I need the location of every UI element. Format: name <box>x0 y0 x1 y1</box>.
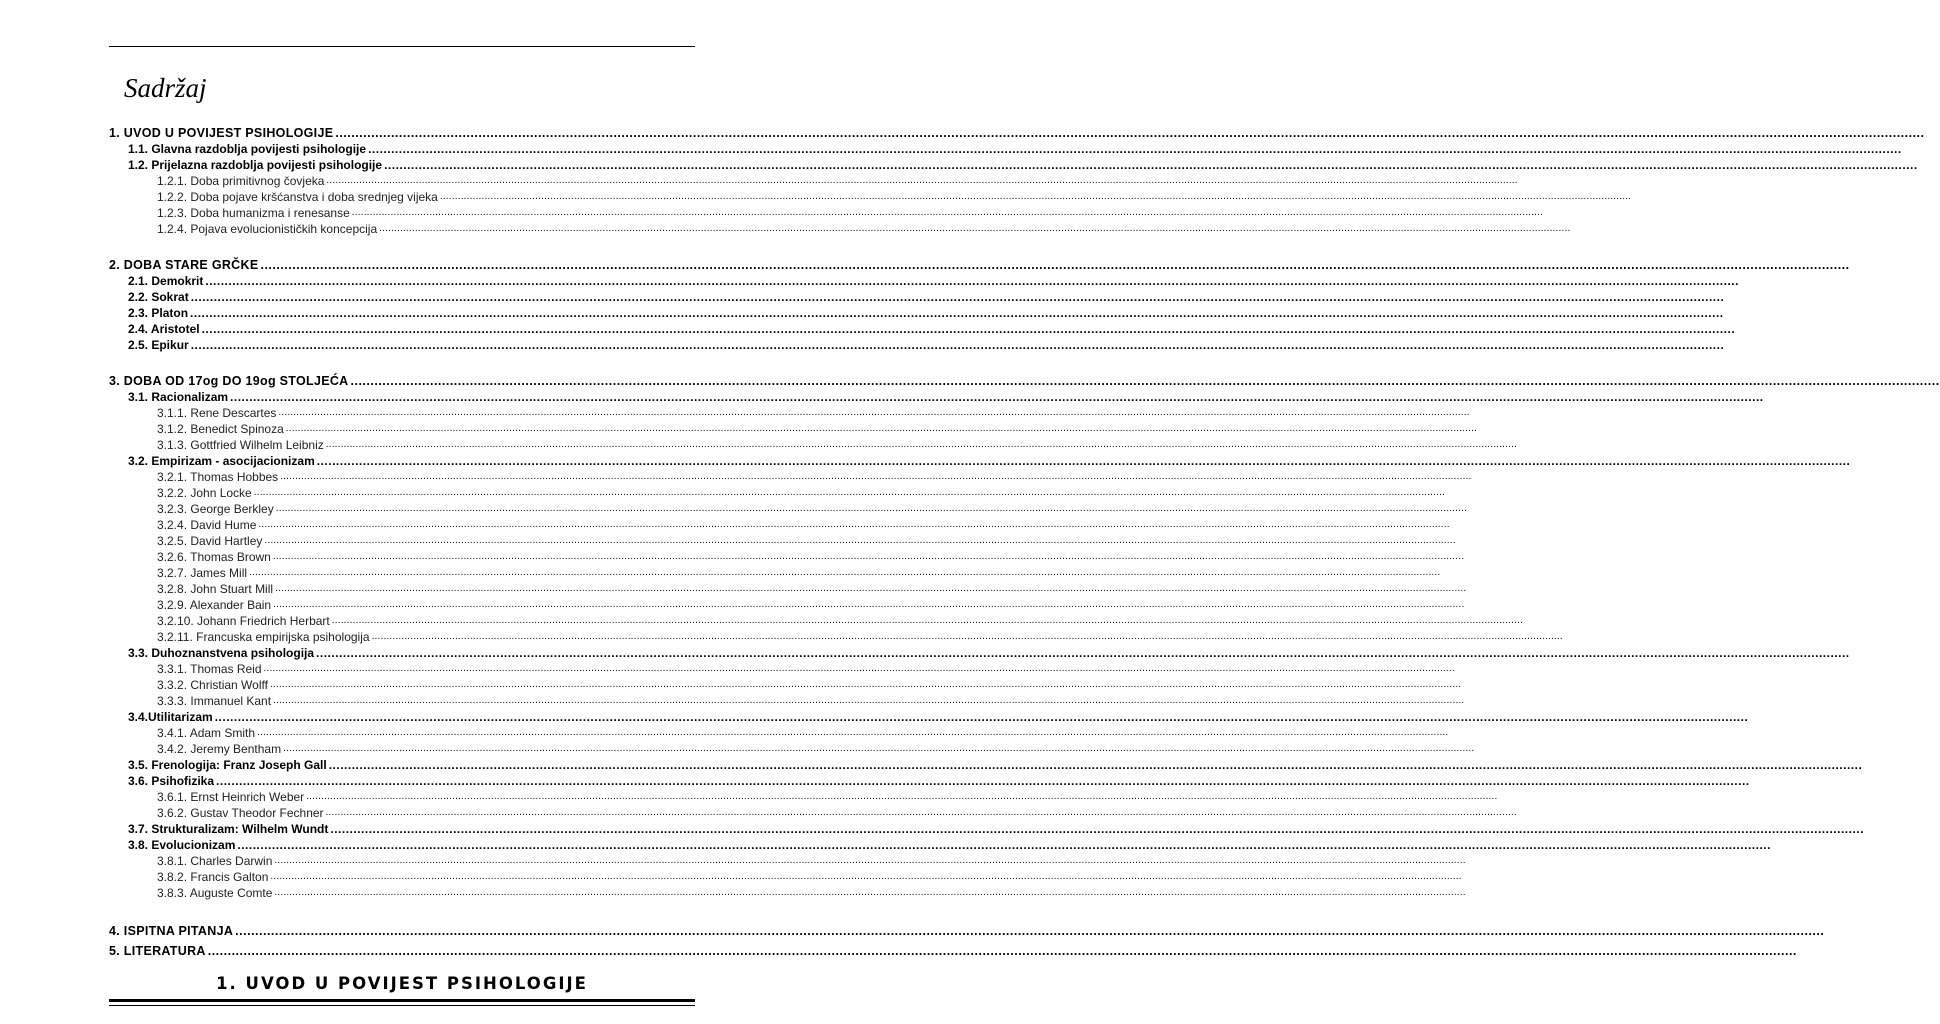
dot-leader: ................................................................................................................................................................................................................................................................................................................................................................................................................ <box>278 407 1470 418</box>
dot-leader: ................................................................................................................................................................................................................................................................................................................................................................................................................ <box>379 223 1571 234</box>
toc-entry-label: 3.7. Strukturalizam: Wilhelm Wundt <box>128 822 329 836</box>
toc-entry-label: 2.5. Epikur <box>128 338 189 352</box>
dot-leader: ................................................................................................................................................................................................................................................................................................................................................................................................................ <box>249 567 1441 578</box>
dot-leader: ................................................................................................................................................................................................................................................................................................................................................................................................................ <box>257 727 1449 738</box>
toc-entry-label: 5. LITERATURA <box>109 944 206 958</box>
toc-subsection-entry[interactable] <box>157 205 1544 221</box>
toc-section-entry[interactable] <box>128 141 1902 157</box>
toc-subsection-entry[interactable] <box>157 501 1468 517</box>
dot-leader: ................................................................................................................................................................................................................................................................................................................................................................................................................ <box>325 807 1517 818</box>
toc-subsection-entry[interactable] <box>157 581 1467 597</box>
toc-entry-label: 3.2.2. John Locke <box>157 486 252 500</box>
toc-section-entry[interactable] <box>128 757 1863 773</box>
toc-chapter-entry[interactable] <box>109 923 1825 939</box>
toc-subsection-entry[interactable] <box>157 549 1465 565</box>
toc-section-entry[interactable] <box>128 453 1851 469</box>
toc-entry-label: 3.6.2. Gustav Theodor Fechner <box>157 806 324 820</box>
bottom-rule-thick <box>109 999 695 1002</box>
toc-subsection-entry[interactable] <box>157 221 1571 237</box>
dot-leader: ................................................................................................................................................................................................................................................................................................................................................................................................................ <box>230 390 1764 404</box>
dot-leader: ................................................................................................................................................................................................................................................................................................................................................................................................................ <box>316 646 1850 660</box>
toc-entry-label: 1.2.4. Pojava evolucionističkih koncepcija <box>157 222 378 236</box>
chapter-heading: 1. UVOD U POVIJEST PSIHOLOGIJE <box>216 974 588 993</box>
toc-subsection-entry[interactable] <box>157 485 1446 501</box>
dot-leader: ................................................................................................................................................................................................................................................................................................................................................................................................................ <box>335 126 1925 140</box>
toc-subsection-entry[interactable] <box>157 789 1498 805</box>
toc-subsection-entry[interactable] <box>157 725 1449 741</box>
toc-entry-label: 1.1. Glavna razdoblja povijesti psihologije <box>128 142 367 156</box>
dot-leader: ................................................................................................................................................................................................................................................................................................................................................................................................................ <box>326 175 1518 186</box>
toc-entry-label: 3.4.Utilitarizam <box>128 710 213 724</box>
dot-leader: ................................................................................................................................................................................................................................................................................................................................................................................................................ <box>264 535 1456 546</box>
toc-entry-label: 3.3.2. Christian Wolff <box>157 678 268 692</box>
dot-leader: ................................................................................................................................................................................................................................................................................................................................................................................................................ <box>205 274 1739 288</box>
toc-entry-label: 2.3. Platon <box>128 306 189 320</box>
toc-subsection-entry[interactable] <box>157 805 1517 821</box>
toc-entry-label: 3.2.7. James Mill <box>157 566 248 580</box>
toc-entry-label: 3.2.3. George Berkley <box>157 502 274 516</box>
toc-subsection-entry[interactable] <box>157 693 1465 709</box>
dot-leader: ................................................................................................................................................................................................................................................................................................................................................................................................................ <box>190 290 1725 304</box>
toc-chapter-entry[interactable] <box>109 257 1850 273</box>
dot-leader: ................................................................................................................................................................................................................................................................................................................................................................................................................ <box>272 551 1465 562</box>
dot-leader: ................................................................................................................................................................................................................................................................................................................................................................................................................ <box>285 423 1478 434</box>
toc-subsection-entry[interactable] <box>157 629 1563 645</box>
toc-section-entry[interactable] <box>128 645 1850 661</box>
dot-leader: ................................................................................................................................................................................................................................................................................................................................................................................................................ <box>260 258 1850 272</box>
toc-entry-label: 3.8. Evolucionizam <box>128 838 236 852</box>
dot-leader: ................................................................................................................................................................................................................................................................................................................................................................................................................ <box>207 944 1797 958</box>
toc-section-entry[interactable] <box>128 337 1725 353</box>
dot-leader: ................................................................................................................................................................................................................................................................................................................................................................................................................ <box>351 207 1544 218</box>
toc-entry-label: 2.2. Sokrat <box>128 290 189 304</box>
toc-subsection-entry[interactable] <box>157 853 1466 869</box>
dot-leader: ................................................................................................................................................................................................................................................................................................................................................................................................................ <box>274 855 1466 866</box>
dot-leader: ................................................................................................................................................................................................................................................................................................................................................................................................................ <box>368 142 1902 156</box>
dot-leader: ................................................................................................................................................................................................................................................................................................................................................................................................................ <box>316 454 1851 468</box>
dot-leader: ................................................................................................................................................................................................................................................................................................................................................................................................................ <box>235 924 1825 938</box>
toc-section-entry[interactable] <box>128 157 1918 173</box>
toc-section-entry[interactable] <box>128 321 1736 337</box>
dot-leader: ................................................................................................................................................................................................................................................................................................................................................................................................................ <box>273 695 1465 706</box>
toc-entry-label: 3.2.8. John Stuart Mill <box>157 582 274 596</box>
toc-entry-label: 3.2.1. Thomas Hobbes <box>157 470 279 484</box>
toc-section-entry[interactable] <box>128 289 1725 305</box>
toc-subsection-entry[interactable] <box>157 885 1466 901</box>
dot-leader: ................................................................................................................................................................................................................................................................................................................................................................................................................ <box>371 631 1563 642</box>
toc-chapter-entry[interactable] <box>109 125 1925 141</box>
toc-entry-label: 3.4.1. Adam Smith <box>157 726 256 740</box>
toc-section-entry[interactable] <box>128 821 1864 837</box>
toc-entry-label: 3.1. Racionalizam <box>128 390 229 404</box>
toc-entry-label: 3.3. Duhoznanstvena psihologija <box>128 646 315 660</box>
toc-entry-label: 3.8.3. Auguste Comte <box>157 886 273 900</box>
dot-leader: ................................................................................................................................................................................................................................................................................................................................................................................................................ <box>274 887 1466 898</box>
bottom-rule-thin <box>109 1005 695 1006</box>
dot-leader: ................................................................................................................................................................................................................................................................................................................................................................................................................ <box>258 519 1450 530</box>
dot-leader: ................................................................................................................................................................................................................................................................................................................................................................................................................ <box>216 774 1750 788</box>
toc-entry-label: 3.2. Empirizam - asocijacionizam <box>128 454 315 468</box>
toc-subsection-entry[interactable] <box>157 517 1450 533</box>
toc-subsection-entry[interactable] <box>157 677 1462 693</box>
toc-entry-label: 3.8.2. Francis Galton <box>157 870 269 884</box>
toc-entry-label: 3. DOBA OD 17og DO 19og STOLJEĆA <box>109 374 349 388</box>
toc-entry-label: 2. DOBA STARE GRČKE <box>109 258 259 272</box>
toc-entry-label: 3.6. Psihofizika <box>128 774 215 788</box>
dot-leader: ................................................................................................................................................................................................................................................................................................................................................................................................................ <box>190 338 1725 352</box>
toc-subsection-entry[interactable] <box>157 661 1455 677</box>
toc-entry-label: 3.2.10. Johann Friedrich Herbart <box>157 614 330 628</box>
dot-leader: ................................................................................................................................................................................................................................................................................................................................................................................................................ <box>237 838 1771 852</box>
toc-section-entry[interactable] <box>128 837 1771 853</box>
dot-leader: ................................................................................................................................................................................................................................................................................................................................................................................................................ <box>263 663 1455 674</box>
toc-section-entry[interactable] <box>128 709 1749 725</box>
toc-entry-label: 3.2.11. Francuska empirijska psihologija <box>157 630 370 644</box>
dot-leader: ................................................................................................................................................................................................................................................................................................................................................................................................................ <box>328 758 1863 772</box>
toc-subsection-entry[interactable] <box>157 565 1441 581</box>
toc-entry-label: 3.2.4. David Hume <box>157 518 257 532</box>
toc-entry-label: 3.8.1. Charles Darwin <box>157 854 273 868</box>
toc-entry-label: 3.6.1. Ernst Heinrich Weber <box>157 790 305 804</box>
dot-leader: ................................................................................................................................................................................................................................................................................................................................................................................................................ <box>201 322 1736 336</box>
toc-subsection-entry[interactable] <box>157 189 1632 205</box>
toc-entry-label: 3.3.1. Thomas Reid <box>157 662 262 676</box>
toc-section-entry[interactable] <box>128 273 1739 289</box>
top-rule <box>109 46 695 47</box>
toc-entry-label: 3.1.2. Benedict Spinoza <box>157 422 284 436</box>
toc-subsection-entry[interactable] <box>157 597 1465 613</box>
dot-leader: ................................................................................................................................................................................................................................................................................................................................................................................................................ <box>331 615 1524 626</box>
toc-entry-label: 3.2.6. Thomas Brown <box>157 550 271 564</box>
dot-leader: ................................................................................................................................................................................................................................................................................................................................................................................................................ <box>280 471 1472 482</box>
toc-subsection-entry[interactable] <box>157 405 1470 421</box>
toc-entry-label: 4. ISPITNA PITANJA <box>109 924 234 938</box>
toc-entry-label: 3.3.3. Immanuel Kant <box>157 694 272 708</box>
toc-subsection-entry[interactable] <box>157 421 1478 437</box>
dot-leader: ................................................................................................................................................................................................................................................................................................................................................................................................................ <box>269 679 1462 690</box>
dot-leader: ................................................................................................................................................................................................................................................................................................................................................................................................................ <box>330 822 1864 836</box>
toc-entry-label: 1.2.1. Doba primitivnog čovjeka <box>157 174 325 188</box>
toc-entry-label: 1.2. Prijelazna razdoblja povijesti psihologije <box>128 158 383 172</box>
dot-leader: ................................................................................................................................................................................................................................................................................................................................................................................................................ <box>214 710 1749 724</box>
dot-leader: ................................................................................................................................................................................................................................................................................................................................................................................................................ <box>275 503 1468 514</box>
dot-leader: ................................................................................................................................................................................................................................................................................................................................................................................................................ <box>283 743 1475 754</box>
toc-subsection-entry[interactable] <box>157 613 1524 629</box>
toc-entry-label: 3.2.9. Alexander Bain <box>157 598 272 612</box>
dot-leader: ................................................................................................................................................................................................................................................................................................................................................................................................................ <box>253 487 1446 498</box>
toc-section-entry[interactable] <box>128 773 1750 789</box>
toc-entry-label: 1.2.2. Doba pojave kršćanstva i doba srednjeg vijeka <box>157 190 438 204</box>
toc-subsection-entry[interactable] <box>157 437 1518 453</box>
toc-subsection-entry[interactable] <box>157 869 1462 885</box>
toc-chapter-entry[interactable] <box>109 943 1797 959</box>
toc-section-entry[interactable] <box>128 389 1764 405</box>
toc-entry-label: 3.4.2. Jeremy Bentham <box>157 742 282 756</box>
dot-leader: ................................................................................................................................................................................................................................................................................................................................................................................................................ <box>439 191 1632 202</box>
toc-subsection-entry[interactable] <box>157 469 1472 485</box>
toc-entry-label: 3.5. Frenologija: Franz Joseph Gall <box>128 758 327 772</box>
toc-section-entry[interactable] <box>128 305 1724 321</box>
toc-entry-label: 1. UVOD U POVIJEST PSIHOLOGIJE <box>109 126 334 140</box>
toc-subsection-entry[interactable] <box>157 741 1475 757</box>
toc-entry-label: 2.1. Demokrit <box>128 274 204 288</box>
dot-leader: ................................................................................................................................................................................................................................................................................................................................................................................................................ <box>325 439 1518 450</box>
dot-leader: ................................................................................................................................................................................................................................................................................................................................................................................................................ <box>306 791 1498 802</box>
dot-leader: ................................................................................................................................................................................................................................................................................................................................................................................................................ <box>190 306 1724 320</box>
toc-entry-label: 3.2.5. David Hartley <box>157 534 263 548</box>
dot-leader: ................................................................................................................................................................................................................................................................................................................................................................................................................ <box>384 158 1918 172</box>
toc-chapter-entry[interactable] <box>109 373 1940 389</box>
toc-title: Sadržaj <box>124 73 207 103</box>
toc-entry-label: 1.2.3. Doba humanizma i renesanse <box>157 206 350 220</box>
dot-leader: ................................................................................................................................................................................................................................................................................................................................................................................................................ <box>350 374 1940 388</box>
toc-subsection-entry[interactable] <box>157 533 1456 549</box>
dot-leader: ................................................................................................................................................................................................................................................................................................................................................................................................................ <box>275 583 1467 594</box>
toc-subsection-entry[interactable] <box>157 173 1518 189</box>
toc-entry-label: 3.1.1. Rene Descartes <box>157 406 277 420</box>
dot-leader: ................................................................................................................................................................................................................................................................................................................................................................................................................ <box>270 871 1462 882</box>
toc-entry-label: 3.1.3. Gottfried Wilhelm Leibniz <box>157 438 324 452</box>
toc-entry-label: 2.4. Aristotel <box>128 322 200 336</box>
dot-leader: ................................................................................................................................................................................................................................................................................................................................................................................................................ <box>273 599 1465 610</box>
